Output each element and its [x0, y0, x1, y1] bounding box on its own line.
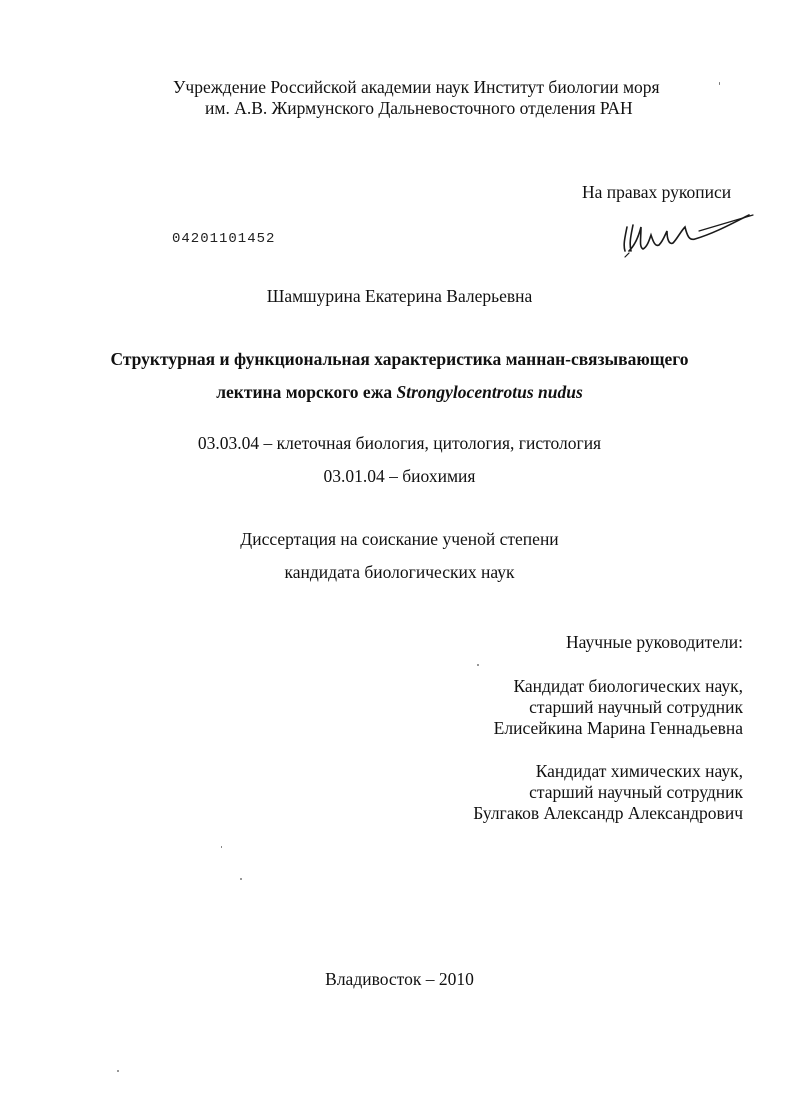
- institution-line-1: Учреждение Российской академии наук Институт биологии моря: [173, 77, 660, 97]
- scan-speck: [117, 1070, 119, 1072]
- supervisor-2-name: Булгаков Александр Александрович: [473, 803, 743, 823]
- signature-icon: [615, 205, 755, 265]
- author-name: Шамшурина Екатерина Валерьевна: [266, 286, 533, 306]
- species-name: Strongylocentrotus nudus: [396, 382, 583, 402]
- dissertation-line-2: кандидата биологических наук: [284, 562, 515, 582]
- supervisor-1-position: старший научный сотрудник: [529, 697, 743, 717]
- rights-notice: На правах рукописи: [582, 182, 732, 202]
- supervisor-1-name: Елисейкина Марина Геннадьевна: [493, 718, 743, 738]
- supervisors-heading: Научные руководители:: [566, 632, 743, 652]
- supervisor-1-degree: Кандидат биологических наук,: [513, 676, 743, 696]
- specialty-line-2: 03.01.04 – биохимия: [323, 466, 476, 486]
- title-line-2-prefix: лектина морского ежа: [216, 382, 397, 402]
- place-and-year: Владивосток – 2010: [325, 969, 474, 989]
- scan-speck: [240, 878, 242, 880]
- supervisor-2-position: старший научный сотрудник: [529, 782, 743, 802]
- title-line-2: [0, 381, 799, 403]
- registry-number: 04201101452: [172, 231, 276, 247]
- dissertation-line-1: Диссертация на соискание ученой степени: [240, 529, 559, 549]
- specialty-line-1: 03.03.04 – клеточная биология, цитология, гистология: [197, 433, 602, 453]
- title-line-1: Структурная и функциональная характеристика маннан-связывающего: [110, 349, 689, 369]
- scan-speck: [719, 82, 720, 85]
- scan-speck: [477, 664, 479, 666]
- scan-speck: [221, 846, 222, 848]
- supervisor-2-degree: Кандидат химических наук,: [535, 761, 743, 781]
- institution-line-2: им. А.В. Жирмунского Дальневосточного отделения РАН: [205, 98, 633, 118]
